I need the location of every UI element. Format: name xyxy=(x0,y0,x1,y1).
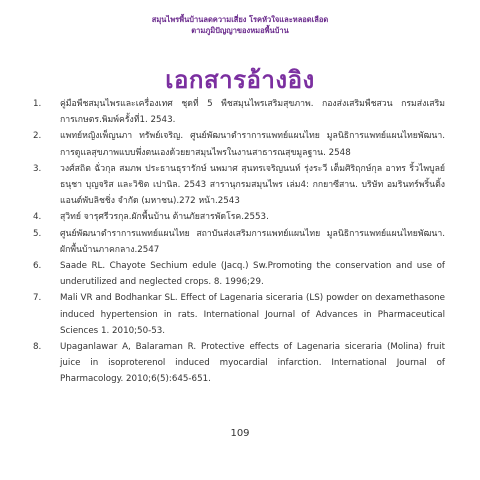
reference-item xyxy=(33,226,445,258)
reference-item xyxy=(33,290,445,339)
reference-number: 2. xyxy=(33,131,42,142)
reference-item xyxy=(33,96,445,128)
reference-text: วงศ์สถิต ฉั่วกุล สมภพ ประธานธุรารักษ์ นพมาศ สุนทรเจริญนนท์ รุ่งระวี เต็มศิริฤกษ์กุล อาทร ริ้วไพบูลย์ ธนุชา บุญจริส และวิชิต เปานิล. 2543 สารานุกรมสมุนไพร เล่ม4: กกยาซีสาน. บริษัท อมรินทร์พริ้นติ้งแอนด์พับลิชชิ่ง จำกัด (มหาชน).272 หน้า.2543 xyxy=(60,163,445,207)
reference-text: คู่มือพืชสมุนไพรและเครื่องเทศ ชุดที่ 5 พืชสมุนไพรเสริมสุขภาพ. กองส่งเสริมพืชสวน กรมส่งเสริมการเกษตร.พิมพ์ครั้งที่1. 2543. xyxy=(60,99,445,126)
reference-item xyxy=(33,161,445,210)
reference-item xyxy=(33,128,445,160)
reference-text: สุวิทย์ จารุศรีวรกุล.ผักพื้นบ้าน ต้านภัยสารพัดโรค.2553. xyxy=(60,212,269,223)
reference-number: 7. xyxy=(33,293,42,304)
reference-list xyxy=(33,96,445,388)
page-title: เอกสารอ้างอิง xyxy=(165,66,315,94)
page-number: 109 xyxy=(230,428,250,439)
running-header xyxy=(0,14,480,36)
reference-number: 5. xyxy=(33,228,42,239)
header-line-1: สมุนไพรพื้นบ้านลดความเสี่ยง โรคหัวใจและหลอดเลือด xyxy=(151,15,329,24)
reference-number: 8. xyxy=(33,342,42,353)
reference-item xyxy=(33,339,445,388)
reference-text: Saade RL. Chayote Sechium edule (Jacq.) Sw.Promoting the conservation and use of underutilized and neglected crops. 8. 1996;29. xyxy=(60,261,445,288)
reference-number: 4. xyxy=(33,212,42,223)
reference-text: Upaganlawar A, Balaraman R. Protective effects of Lagenaria siceraria (Molina) fruit juice in isoproterenol induced myocardial infarction. International Journal of Pharmacology. 2010;6(5):645-651. xyxy=(60,342,445,385)
reference-text: แพทย์หญิงเพ็ญนภา ทรัพย์เจริญ. ศูนย์พัฒนาตำราการแพทย์แผนไทย มูลนิธิการแพทย์แผนไทยพัฒนา. การดูแลสุขภาพแบบพึ่งตนเองด้วยยาสมุนไพรในงานสาธารณสุขมูลฐาน. 2548 xyxy=(60,131,445,158)
reference-number: 3. xyxy=(33,163,42,174)
reference-item xyxy=(33,258,445,290)
reference-text: ศูนย์พัฒนาตำราการแพทย์แผนไทย สถาบันส่งเสริมการแพทย์แผนไทย มูลนิธิการแพทย์แผนไทยพัฒนา. ผักพื้นบ้านภาคกลาง.2547 xyxy=(60,228,445,255)
reference-number: 6. xyxy=(33,261,42,272)
reference-number: 1. xyxy=(33,99,42,109)
header-line-2: ตามภูมิปัญญาของหมอพื้นบ้าน xyxy=(191,26,289,35)
reference-text: Mali VR and Bodhankar SL. Effect of Lagenaria siceraria (LS) powder on dexamethasone induced hypertension in rats. International Journal of Advances in Pharmaceutical Sciences 1. 2010;50-53. xyxy=(60,293,445,336)
reference-item xyxy=(33,209,445,225)
